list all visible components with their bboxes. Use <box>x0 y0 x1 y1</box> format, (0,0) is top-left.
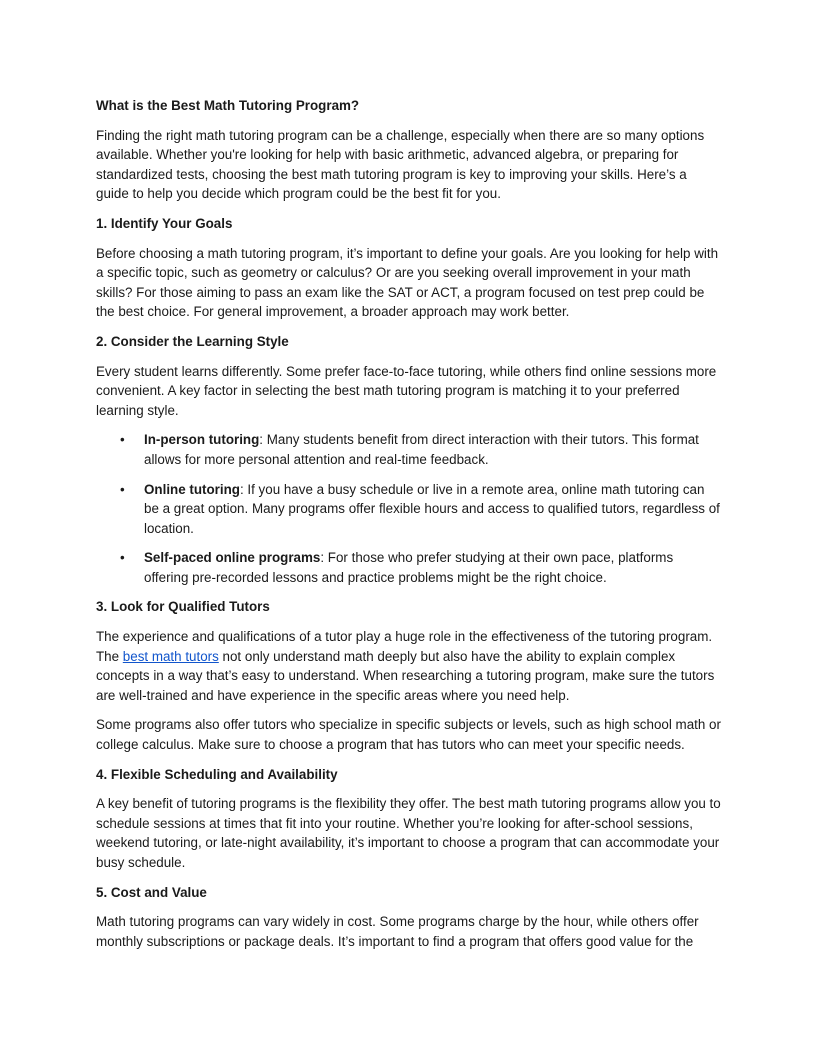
list-item-online <box>96 480 721 539</box>
section-heading-scheduling: 4. Flexible Scheduling and Availability <box>96 766 338 782</box>
bullet-icon: • <box>120 432 125 448</box>
section-paragraph-goals: Before choosing a math tutoring program, it’s important to define your goals. Are you looking for help with a specific topic, such as geometry or calculus? Or are you seeking overall improvement in your math skills? For those aiming to pass an exam like the SAT or ACT, a program focused on test prep could be the best choice. For general improvement, a broader approach may work better. <box>96 245 719 320</box>
section-paragraph-scheduling: A key benefit of tutoring programs is the flexibility they offer. The best math tutoring programs allow you to schedule sessions at times that fit into your routine. Whether you’re looking for after-school sessions, weekend tutoring, or late-night availability, it’s important to choose a program that can accommodate your busy schedule. <box>96 796 721 870</box>
section-paragraph-cost: Math tutoring programs can vary widely in cost. Some programs charge by the hour, while others offer monthly subscriptions or package deals. It’s important to find a program that offers good value for the <box>96 914 699 949</box>
tutors-text-before-link: The experience and qualifications of a tutor play a huge role in the effectiveness of the tutoring program. The <box>96 629 713 664</box>
section-heading-goals: 1. Identify Your Goals <box>96 215 233 231</box>
best-math-tutors-link[interactable]: best math tutors <box>122 648 219 664</box>
learning-style-list <box>96 430 721 587</box>
intro-paragraph: Finding the right math tutoring program can be a challenge, especially when there are so many options available. Whether you're looking for help with basic arithmetic, advanced algebra, or preparing for standardized tests, choosing the best math tutoring program is key to improving your skills. Here’s a guide to help you decide which program could be the best fit for you. <box>96 127 705 202</box>
list-item-term: Self-paced online programs <box>144 550 321 566</box>
section-heading-cost: 5. Cost and Value <box>96 884 207 900</box>
list-item-text: : If you have a busy schedule or live in a remote area, online math tutoring can be a great option. Many programs offer flexible hours and access to qualified tutors, regardless of location. <box>144 481 720 536</box>
tutors-text-after-link: not only understand math deeply but also have the ability to explain complex concepts in a way that’s easy to understand. When researching a tutoring program, make sure the tutors are well-trained and have experience in the specific areas where you need help. <box>96 648 715 703</box>
list-item-text: : Many students benefit from direct interaction with their tutors. This format allows for more personal attention and real-time feedback. <box>144 432 699 467</box>
bullet-icon: • <box>120 481 125 497</box>
list-item-text: : For those who prefer studying at their own pace, platforms offering pre-recorded lessons and practice problems might be the right choice. <box>144 550 674 585</box>
section-heading-tutors: 3. Look for Qualified Tutors <box>96 599 270 615</box>
list-item-self-paced <box>96 548 721 587</box>
section-paragraph-tutors <box>96 627 721 705</box>
section-paragraph-tutors-2: Some programs also offer tutors who specialize in specific subjects or levels, such as high school math or college calculus. Make sure to choose a program that has tutors who can meet your specific needs. <box>96 717 721 753</box>
document-page <box>96 96 721 961</box>
document-title: What is the Best Math Tutoring Program? <box>96 98 360 113</box>
list-item-term: In-person tutoring <box>144 432 260 448</box>
list-item-in-person <box>96 430 721 469</box>
section-paragraph-learning-style: Every student learns differently. Some prefer face-to-face tutoring, while others find online sessions more convenient. A key factor in selecting the best math tutoring program is matching it to your preferred learning style. <box>96 363 717 418</box>
bullet-icon: • <box>120 550 125 566</box>
section-heading-learning-style: 2. Consider the Learning Style <box>96 333 289 349</box>
list-item-term: Online tutoring <box>144 481 240 497</box>
